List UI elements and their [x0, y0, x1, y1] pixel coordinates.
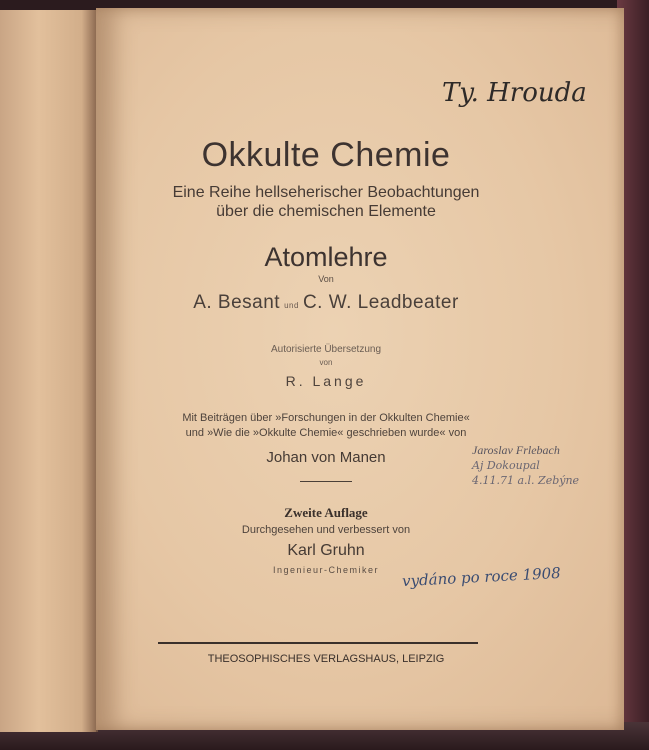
revised-by-label: Durchgesehen und verbessert von	[241, 524, 411, 536]
von-label: Von	[318, 274, 334, 284]
subtitle-line-2: über die chemischen Elemente	[216, 203, 436, 220]
book-title: Okkulte Chemie	[201, 136, 451, 174]
von-label-2: von	[319, 358, 333, 367]
author-besant: A. Besant	[193, 292, 281, 313]
and-label: und	[284, 301, 299, 310]
handwritten-note-line-2: Aj Dokoupal	[472, 459, 540, 472]
contributor-name: Johan von Manen	[266, 449, 386, 466]
subtitle-line-1: Eine Reihe hellseherischer Beobachtungen	[172, 184, 480, 201]
owner-stamp-name: Jaroslav Frlebach	[472, 443, 560, 457]
contributions-line-1: Mit Beiträgen über »Forschungen in der Okkulten Chemie«	[182, 412, 470, 424]
authorized-translation-label: Autorisierte Übersetzung	[270, 344, 382, 355]
authors-line	[96, 292, 556, 314]
editor-name: Karl Gruhn	[287, 542, 365, 559]
divider-rule	[300, 481, 352, 482]
edition-label: Zweite Auflage	[284, 505, 368, 520]
handwritten-publication-note: vydáno po roce 1908	[401, 563, 562, 591]
handwritten-note-date: 4.11.71 a.l. Zebýne	[472, 474, 580, 487]
publisher-rule	[158, 642, 478, 644]
title-page	[96, 8, 624, 730]
editor-role: Ingenieur-Chemiker	[272, 565, 380, 575]
contributions-line-2: und »Wie die »Okkulte Chemie« geschrieben wurde« von	[185, 427, 467, 439]
translator-name: R. Lange	[285, 373, 367, 389]
book-spine-flap	[0, 10, 98, 732]
handwritten-signature: Ty. Hrouda	[442, 78, 587, 108]
part-title: Atomlehre	[264, 242, 388, 272]
publisher-name: THEOSOPHISCHES VERLAGSHAUS, LEIPZIG	[207, 653, 445, 665]
author-leadbeater: C. W. Leadbeater	[302, 292, 459, 313]
